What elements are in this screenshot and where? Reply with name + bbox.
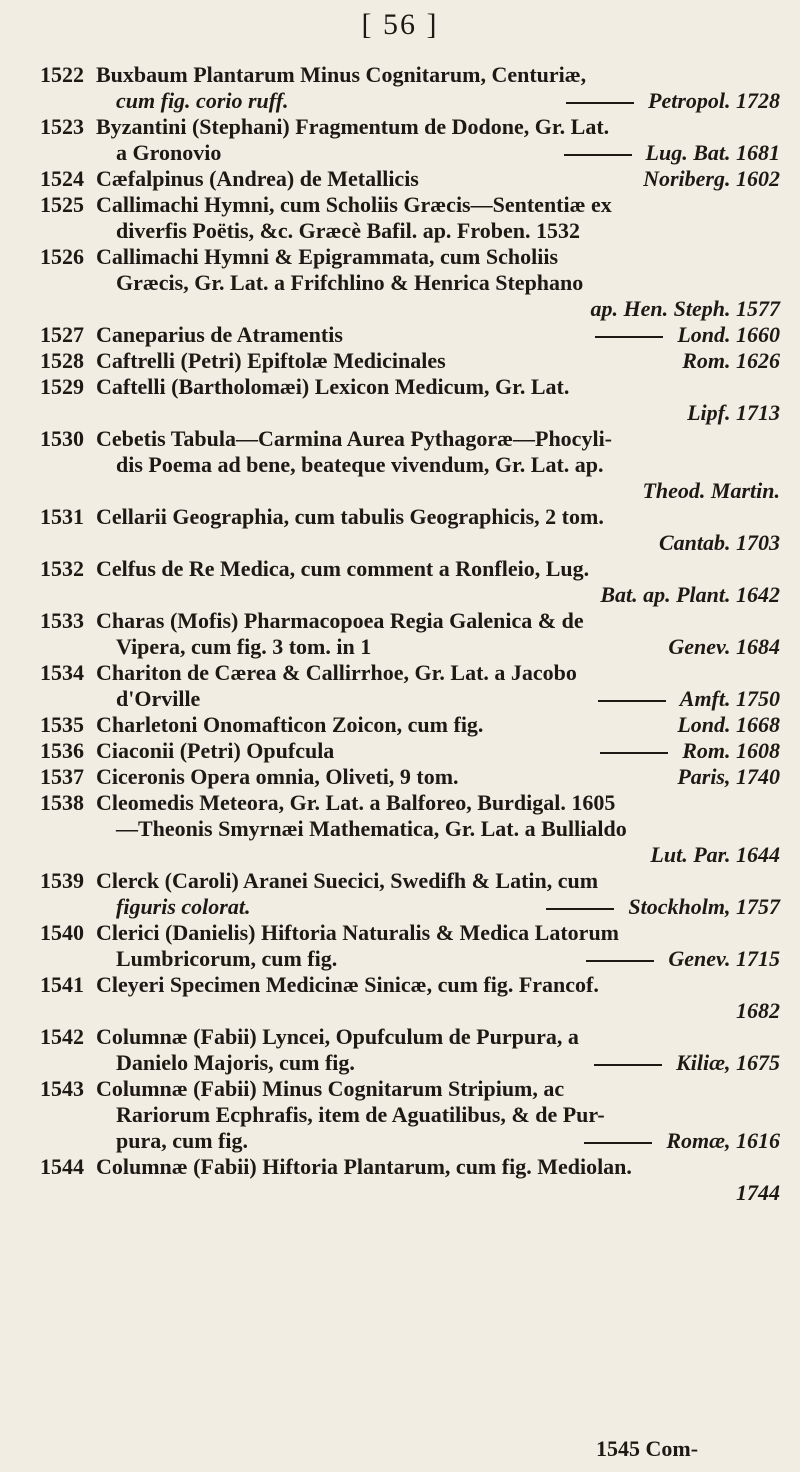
entry-number: 1527 xyxy=(40,322,84,347)
catalogue-entry xyxy=(40,322,780,348)
entry-number: 1543 xyxy=(40,1076,84,1101)
entry-line xyxy=(96,608,780,634)
entry-line xyxy=(96,1154,780,1180)
entry-number: 1535 xyxy=(40,712,84,737)
rule-dash xyxy=(564,154,632,156)
entry-line xyxy=(96,400,780,426)
entry-line xyxy=(96,686,780,712)
entry-number: 1528 xyxy=(40,348,84,373)
catalogue-entry xyxy=(40,712,780,738)
imprint: Noriberg. 1602 xyxy=(643,166,780,191)
entry-line xyxy=(96,218,780,244)
entry-line xyxy=(96,660,780,686)
catalogue-entry xyxy=(40,920,780,972)
entry-number: 1530 xyxy=(40,426,84,451)
rule-dash xyxy=(546,908,614,910)
entry-text: Cantab. 1703 xyxy=(658,530,780,555)
imprint: Kiliæ, 1675 xyxy=(676,1050,780,1075)
entry-text: Celfus de Re Medica, cum comment a Ronfleio, Lug. xyxy=(96,556,590,581)
entry-line xyxy=(96,998,780,1024)
catalogue-entry xyxy=(40,660,780,712)
entry-line xyxy=(96,946,780,972)
entry-text: Theod. Martin. xyxy=(642,478,780,503)
entry-text: Columnæ (Fabii) Hiftoria Plantarum, cum fig. Mediolan. xyxy=(96,1154,632,1179)
catalogue-entry xyxy=(40,1024,780,1076)
entry-text: Cebetis Tabula—Carmina Aurea Pythagoræ—Phocyli- xyxy=(96,426,613,451)
catalogue-entry xyxy=(40,374,780,426)
entry-number: 1534 xyxy=(40,660,84,685)
imprint: Rom. 1608 xyxy=(682,738,780,763)
entry-line xyxy=(96,712,780,738)
entry-line xyxy=(96,842,780,868)
entry-line xyxy=(96,582,780,608)
entry-text: figuris colorat. xyxy=(116,894,251,919)
entry-text: Charas (Mofis) Pharmacopoea Regia Galenica & de xyxy=(96,608,584,633)
entry-number: 1526 xyxy=(40,244,84,269)
catchword: 1545 Com- xyxy=(596,1436,699,1461)
entry-text: 1744 xyxy=(736,1180,780,1205)
entry-text: Vipera, cum fig. 3 tom. in 1 xyxy=(116,634,372,659)
imprint: Lug. Bat. 1681 xyxy=(645,140,780,165)
entry-line xyxy=(96,244,780,270)
entry-line xyxy=(96,166,780,192)
entry-text: Byzantini (Stephani) Fragmentum de Dodone, Gr. Lat. xyxy=(96,114,610,139)
catalogue-entry xyxy=(40,972,780,1024)
entry-number: 1533 xyxy=(40,608,84,633)
imprint: Lond. 1660 xyxy=(677,322,780,347)
imprint: Genev. 1684 xyxy=(668,634,780,659)
entry-text: Ciceronis Opera omnia, Oliveti, 9 tom. xyxy=(96,764,459,789)
entry-text: Buxbaum Plantarum Minus Cognitarum, Centuriæ, xyxy=(96,62,587,87)
imprint: Genev. 1715 xyxy=(668,946,780,971)
entry-number: 1523 xyxy=(40,114,84,139)
entry-text: Columnæ (Fabii) Minus Cognitarum Stripium, ac xyxy=(96,1076,565,1101)
entry-text: Cellarii Geographia, cum tabulis Geographicis, 2 tom. xyxy=(96,504,604,529)
entry-number: 1532 xyxy=(40,556,84,581)
entry-line xyxy=(96,1050,780,1076)
entry-number: 1544 xyxy=(40,1154,84,1179)
catalogue-entry xyxy=(40,738,780,764)
entry-text: Lipf. 1713 xyxy=(687,400,780,425)
entry-line xyxy=(96,634,780,660)
entry-number: 1536 xyxy=(40,738,84,763)
entry-line xyxy=(96,816,780,842)
entry-text: d'Orville xyxy=(116,686,201,711)
rule-dash xyxy=(600,752,668,754)
entry-text: Charletoni Onomafticon Zoicon, cum fig. xyxy=(96,712,484,737)
entry-line xyxy=(96,114,780,140)
catalogue-entry xyxy=(40,426,780,504)
catalogue-entry xyxy=(40,1154,780,1206)
entry-number: 1525 xyxy=(40,192,84,217)
entry-number: 1540 xyxy=(40,920,84,945)
entry-line xyxy=(96,764,780,790)
entry-line xyxy=(96,504,780,530)
entry-line xyxy=(96,426,780,452)
entry-line xyxy=(96,322,780,348)
entry-text: Bat. ap. Plant. 1642 xyxy=(600,582,780,607)
entry-line xyxy=(96,62,780,88)
entries-list xyxy=(40,62,780,1206)
entry-text: Danielo Majoris, cum fig. xyxy=(116,1050,355,1075)
catalogue-entry xyxy=(40,868,780,920)
entry-text: Chariton de Cærea & Callirrhoe, Gr. Lat. a Jacobo xyxy=(96,660,577,685)
entry-line xyxy=(96,894,780,920)
entry-line xyxy=(96,192,780,218)
entry-text: ap. Hen. Steph. 1577 xyxy=(590,296,780,321)
rule-dash xyxy=(584,1142,652,1144)
entry-line xyxy=(96,556,780,582)
entry-line xyxy=(96,296,780,322)
entry-line xyxy=(96,140,780,166)
entry-line xyxy=(96,452,780,478)
entry-number: 1537 xyxy=(40,764,84,789)
entry-text: a Gronovio xyxy=(116,140,222,165)
catalogue-entry xyxy=(40,192,780,244)
entry-text: diverfis Poëtis, &c. Græcè Bafil. ap. Froben. 1532 xyxy=(116,218,580,243)
entry-text: dis Poema ad bene, beateque vivendum, Gr. Lat. ap. xyxy=(116,452,604,477)
entry-text: 1682 xyxy=(736,998,780,1023)
catalogue-entry xyxy=(40,504,780,556)
entry-text: Lut. Par. 1644 xyxy=(650,842,780,867)
entry-line xyxy=(96,738,780,764)
entry-text: Caftelli (Bartholomæi) Lexicon Medicum, Gr. Lat. xyxy=(96,374,570,399)
catalogue-entry xyxy=(40,790,780,868)
entry-number: 1541 xyxy=(40,972,84,997)
entry-text: Cleyeri Specimen Medicinæ Sinicæ, cum fig. Francof. xyxy=(96,972,599,997)
entry-text: Cleomedis Meteora, Gr. Lat. a Balforeo, Burdigal. 1605 xyxy=(96,790,616,815)
imprint: Lond. 1668 xyxy=(677,712,780,737)
imprint: Amft. 1750 xyxy=(679,686,780,711)
rule-dash xyxy=(586,960,654,962)
entry-number: 1522 xyxy=(40,62,84,87)
entry-text: Ciaconii (Petri) Opufcula xyxy=(96,738,335,763)
catalogue-entry xyxy=(40,348,780,374)
entry-text: cum fig. corio ruff. xyxy=(116,88,289,113)
imprint: Petropol. 1728 xyxy=(648,88,780,113)
catalogue-entry xyxy=(40,114,780,166)
entry-text: Clerici (Danielis) Hiftoria Naturalis & Medica Latorum xyxy=(96,920,620,945)
entry-number: 1529 xyxy=(40,374,84,399)
entry-line xyxy=(96,1076,780,1102)
entry-line xyxy=(96,348,780,374)
entry-text: Græcis, Gr. Lat. a Frifchlino & Henrica Stephano xyxy=(116,270,584,295)
catalogue-entry xyxy=(40,244,780,322)
catalogue-entry xyxy=(40,608,780,660)
imprint: Paris, 1740 xyxy=(677,764,780,789)
entry-line xyxy=(96,868,780,894)
catalogue-entry xyxy=(40,62,780,114)
entry-text: Caneparius de Atramentis xyxy=(96,322,343,347)
entry-line xyxy=(96,478,780,504)
entry-line xyxy=(96,1102,780,1128)
entry-text: pura, cum fig. xyxy=(116,1128,248,1153)
entry-line xyxy=(96,972,780,998)
entry-line xyxy=(96,270,780,296)
entry-number: 1542 xyxy=(40,1024,84,1049)
entry-line xyxy=(96,374,780,400)
rule-dash xyxy=(566,102,634,104)
entry-text: Columnæ (Fabii) Lyncei, Opufculum de Purpura, a xyxy=(96,1024,579,1049)
entry-text: Cæfalpinus (Andrea) de Metallicis xyxy=(96,166,419,191)
imprint: Rom. 1626 xyxy=(682,348,780,373)
entry-line xyxy=(96,530,780,556)
entry-text: Callimachi Hymni & Epigrammata, cum Scholiis xyxy=(96,244,558,269)
imprint: Romæ, 1616 xyxy=(666,1128,780,1153)
entry-number: 1538 xyxy=(40,790,84,815)
entry-text: Clerck (Caroli) Aranei Suecici, Swedifh & Latin, cum xyxy=(96,868,599,893)
entry-number: 1524 xyxy=(40,166,84,191)
entry-text: Caftrelli (Petri) Epiftolæ Medicinales xyxy=(96,348,446,373)
entry-text: —Theonis Smyrnæi Mathematica, Gr. Lat. a Bullialdo xyxy=(116,816,627,841)
entry-line xyxy=(96,1128,780,1154)
entry-text: Rariorum Ecphrafis, item de Aguatilibus, & de Pur- xyxy=(116,1102,605,1127)
catalogue-entry xyxy=(40,166,780,192)
entry-text: Lumbricorum, cum fig. xyxy=(116,946,338,971)
entry-line xyxy=(96,790,780,816)
catalogue-entry xyxy=(40,556,780,608)
catalogue-entry xyxy=(40,764,780,790)
entry-line xyxy=(96,88,780,114)
rule-dash xyxy=(594,1064,662,1066)
entry-line xyxy=(96,920,780,946)
rule-dash xyxy=(595,336,663,338)
entry-number: 1531 xyxy=(40,504,84,529)
page-header: [ 56 ] xyxy=(361,8,439,41)
imprint: Stockholm, 1757 xyxy=(628,894,780,919)
entry-line xyxy=(96,1180,780,1206)
catalogue-entry xyxy=(40,1076,780,1154)
entry-text: Callimachi Hymni, cum Scholiis Græcis—Sententiæ ex xyxy=(96,192,612,217)
entry-line xyxy=(96,1024,780,1050)
entry-number: 1539 xyxy=(40,868,84,893)
rule-dash xyxy=(598,700,666,702)
